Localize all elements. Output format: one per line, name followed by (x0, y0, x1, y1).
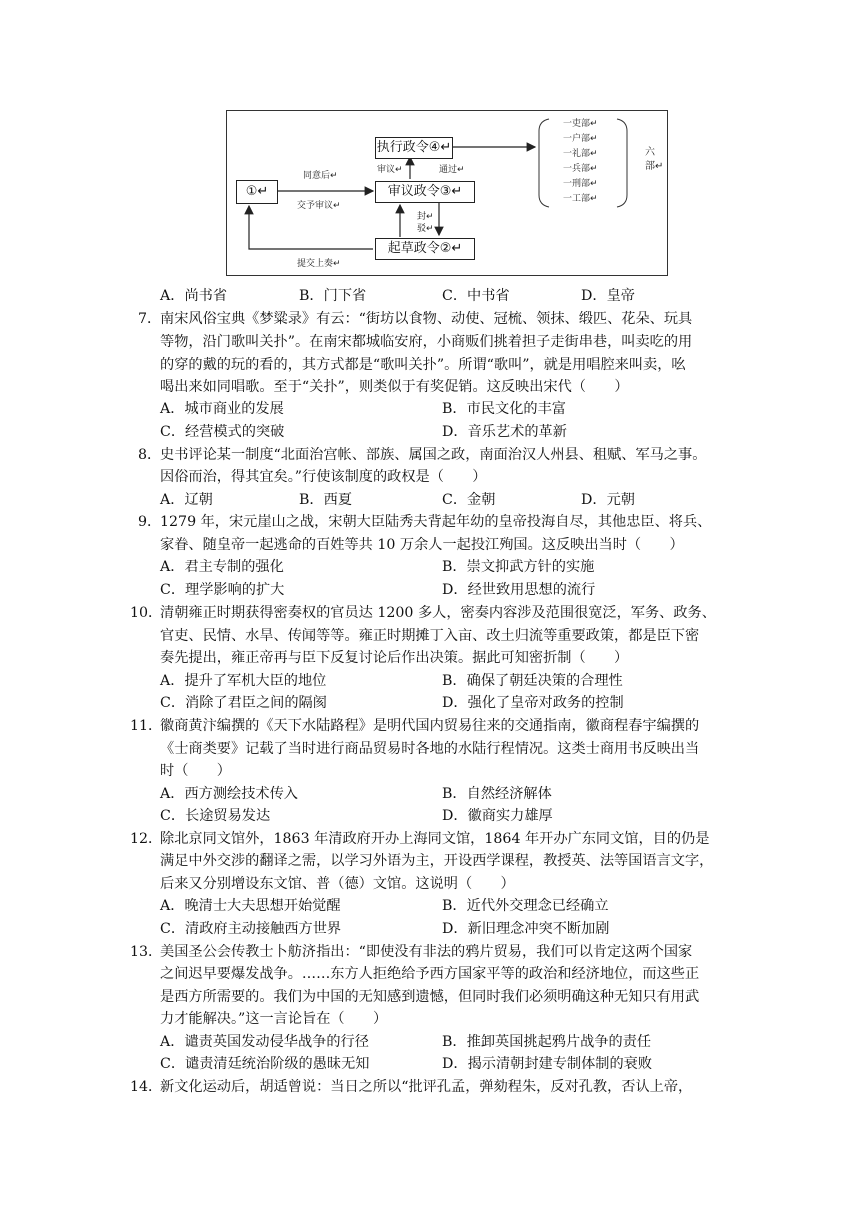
q9-option-d[interactable]: D．经世致用思想的流行 (442, 582, 596, 598)
q9-number: 9． (138, 514, 162, 530)
dept-hu: 一户部↵ (563, 134, 598, 144)
node-1: ①↵ (236, 180, 278, 204)
q11-option-b[interactable]: B．自然经济解体 (442, 786, 552, 802)
q6-option-d[interactable]: D．皇帝 (581, 288, 635, 304)
label-submit-up: 提交上奏↵ (297, 259, 341, 269)
q11-line-2: 《士商类要》记载了当时进行商品贸易时各地的水陆行程情况。这类士商用书反映出当 (160, 741, 700, 757)
q7-line-3: 的穿的戴的玩的看的，其方式都是“歌叫关扑”。所谓“歌叫”，就是用唱腔来叫卖，吆 (160, 357, 686, 373)
q13-option-d[interactable]: D．揭示清朝封建专制体制的衰败 (442, 1056, 653, 1072)
dept-bing: 一兵部↵ (563, 164, 598, 174)
q13-option-b[interactable]: B．推卸英国挑起鸦片战争的责任 (442, 1034, 652, 1050)
q12-line-2: 满足中外交涉的翻译之需，以学习外语为主，开设西学课程，教授英、法等国语言文字， (160, 853, 714, 869)
q11-option-d[interactable]: D．徽商实力雄厚 (442, 808, 553, 824)
q11-line-1: 徽商黄汴编撰的《天下水陆路程》是明代国内贸易往来的交通指南，徽商程春宇编撰的 (160, 718, 700, 734)
q7-line-4: 喝出来如同唱歌。至于“关扑”，则类似于有奖促销。这反映出宋代（ ） (160, 379, 629, 395)
q13-line-3: 是西方所需要的。我们为中国的无知感到遗憾，但同时我们必须明确这种无知只有用武 (160, 989, 700, 1005)
q8-line-1: 史书评论某一制度“北面治宫帐、部族、属国之政，南面治汉人州县、租赋、军马之事。 (160, 447, 707, 463)
q7-option-b[interactable]: B．市民文化的丰富 (442, 401, 566, 417)
q12-option-d[interactable]: D．新旧理念冲突不断加剧 (442, 921, 610, 937)
q9-option-a[interactable]: A．君主专制的强化 (160, 559, 284, 575)
q6-option-a[interactable]: A．尚书省 (160, 288, 228, 304)
q10-line-3: 奏先提出，雍正帝再与臣下反复讨论后作出决策。据此可知密折制（ ） (160, 650, 629, 666)
government-flow-diagram (226, 110, 668, 276)
q9-line-2: 家眷、随皇帝一起逃命的百姓等共 10 万余人一起投江殉国。这反映出当时（ ） (160, 537, 684, 553)
q14-number: 14． (130, 1079, 163, 1095)
q8-line-2: 因俗而治，得其宜矣。”行使该制度的政权是（ ） (160, 469, 487, 485)
q9-option-b[interactable]: B．崇文抑武方针的实施 (442, 559, 595, 575)
label-submit-review: 交予审议↵ (297, 201, 341, 211)
label-tongguo: 通过↵ (439, 165, 465, 175)
node-draft-decree: 起草政令②↵ (375, 238, 475, 260)
q8-option-a[interactable]: A．辽朝 (160, 492, 213, 508)
q12-option-b[interactable]: B．近代外交理念已经确立 (442, 898, 609, 914)
q13-line-1: 美国圣公会传教士卜舫济指出：“即使没有非法的鸦片贸易，我们可以肯定这两个国家 (160, 944, 693, 960)
q10-line-1: 清朝雍正时期获得密奏权的官员达 1200 多人，密奏内容涉及范围很宽泛，军务、政务、 (160, 605, 716, 621)
node-execute-decree: 执行政令④↵ (375, 137, 453, 159)
q10-option-d[interactable]: D．强化了皇帝对政务的控制 (442, 695, 624, 711)
q9-option-c[interactable]: C．理学影响的扩大 (160, 582, 285, 598)
q12-option-c[interactable]: C．清政府主动接触西方世界 (160, 921, 342, 937)
label-bo: 驳↵ (417, 224, 434, 234)
q10-option-c[interactable]: C．消除了君臣之间的隔阂 (160, 695, 327, 711)
label-shenyi: 审议↵ (377, 165, 403, 175)
dept-xing: 一刑部↵ (563, 179, 598, 189)
q13-line-2: 之间迟早要爆发战争。……东方人拒绝给予西方国家平等的政治和经济地位，而这些正 (160, 966, 700, 982)
q8-option-b[interactable]: B．西夏 (299, 492, 353, 508)
q10-line-2: 官吏、民情、水旱、传闻等等。雍正时期摊丁入亩、改土归流等重要政策，都是臣下密 (160, 628, 700, 644)
q7-option-d[interactable]: D．音乐艺术的革新 (442, 424, 567, 440)
q7-line-2: 等物，沿门歌叫关扑”。在南宋都城临安府，小商贩们挑着担子走街串巷，叫卖吃的用 (160, 334, 693, 350)
q13-option-c[interactable]: C．谴责清廷统治阶级的愚昧无知 (160, 1056, 370, 1072)
q8-option-d[interactable]: D．元朝 (581, 492, 635, 508)
q10-number: 10． (130, 605, 163, 621)
q13-option-a[interactable]: A．谴责英国发动侵华战争的行径 (160, 1034, 369, 1050)
q7-line-1: 南宋风俗宝典《梦粱录》有云：“街坊以食物、动使、冠梳、领抹、缎匹、花朵、玩具 (160, 311, 693, 327)
label-liubu-2: 部↵ (645, 161, 664, 172)
q8-number: 8． (138, 447, 162, 463)
q7-option-c[interactable]: C．经营模式的突破 (160, 424, 285, 440)
q12-line-1: 除北京同文馆外，1863 年清政府开办上海同文馆，1864 年开办广东同文馆，目的仍是 (160, 831, 710, 847)
q9-line-1: 1279 年，宋元崖山之战，宋朝大臣陆秀夫背起年幼的皇帝投海自尽，其他忠臣、将兵、 (160, 514, 712, 530)
label-agree: 同意后↵ (303, 171, 338, 181)
q13-number: 13． (130, 944, 163, 960)
q11-option-a[interactable]: A．西方测绘技术传入 (160, 786, 298, 802)
dept-li-rites: 一礼部↵ (563, 149, 598, 159)
q6-option-b[interactable]: B．门下省 (299, 288, 367, 304)
q13-line-4: 力才能解决。”这一言论旨在（ ） (160, 1011, 388, 1027)
q12-number: 12． (130, 831, 163, 847)
q11-number: 11． (130, 718, 163, 734)
q7-number: 7． (138, 311, 162, 327)
q10-option-b[interactable]: B．确保了朝廷决策的合理性 (442, 673, 623, 689)
q11-line-3: 时（ ） (160, 763, 231, 779)
dept-li-personnel: 一吏部↵ (563, 119, 598, 129)
q11-option-c[interactable]: C．长途贸易发达 (160, 808, 271, 824)
q12-line-3: 后来又分别增设东文馆、普（德）文馆。这说明（ ） (160, 876, 515, 892)
label-feng: 封↵ (417, 212, 434, 222)
q7-option-a[interactable]: A．城市商业的发展 (160, 401, 284, 417)
q6-option-c[interactable]: C．中书省 (442, 288, 510, 304)
node-review-decree: 审议政令③↵ (375, 181, 475, 203)
q10-option-a[interactable]: A．提升了军机大臣的地位 (160, 673, 327, 689)
q14-line-1: 新文化运动后，胡适曾说：当日之所以“批评孔孟，弹劾程朱，反对孔教，否认上帝， (160, 1079, 693, 1095)
q8-option-c[interactable]: C．金朝 (442, 492, 496, 508)
q12-option-a[interactable]: A．晚清士大夫思想开始觉醒 (160, 898, 341, 914)
dept-gong: 一工部↵ (563, 194, 598, 204)
label-liubu-1: 六 (645, 147, 655, 158)
